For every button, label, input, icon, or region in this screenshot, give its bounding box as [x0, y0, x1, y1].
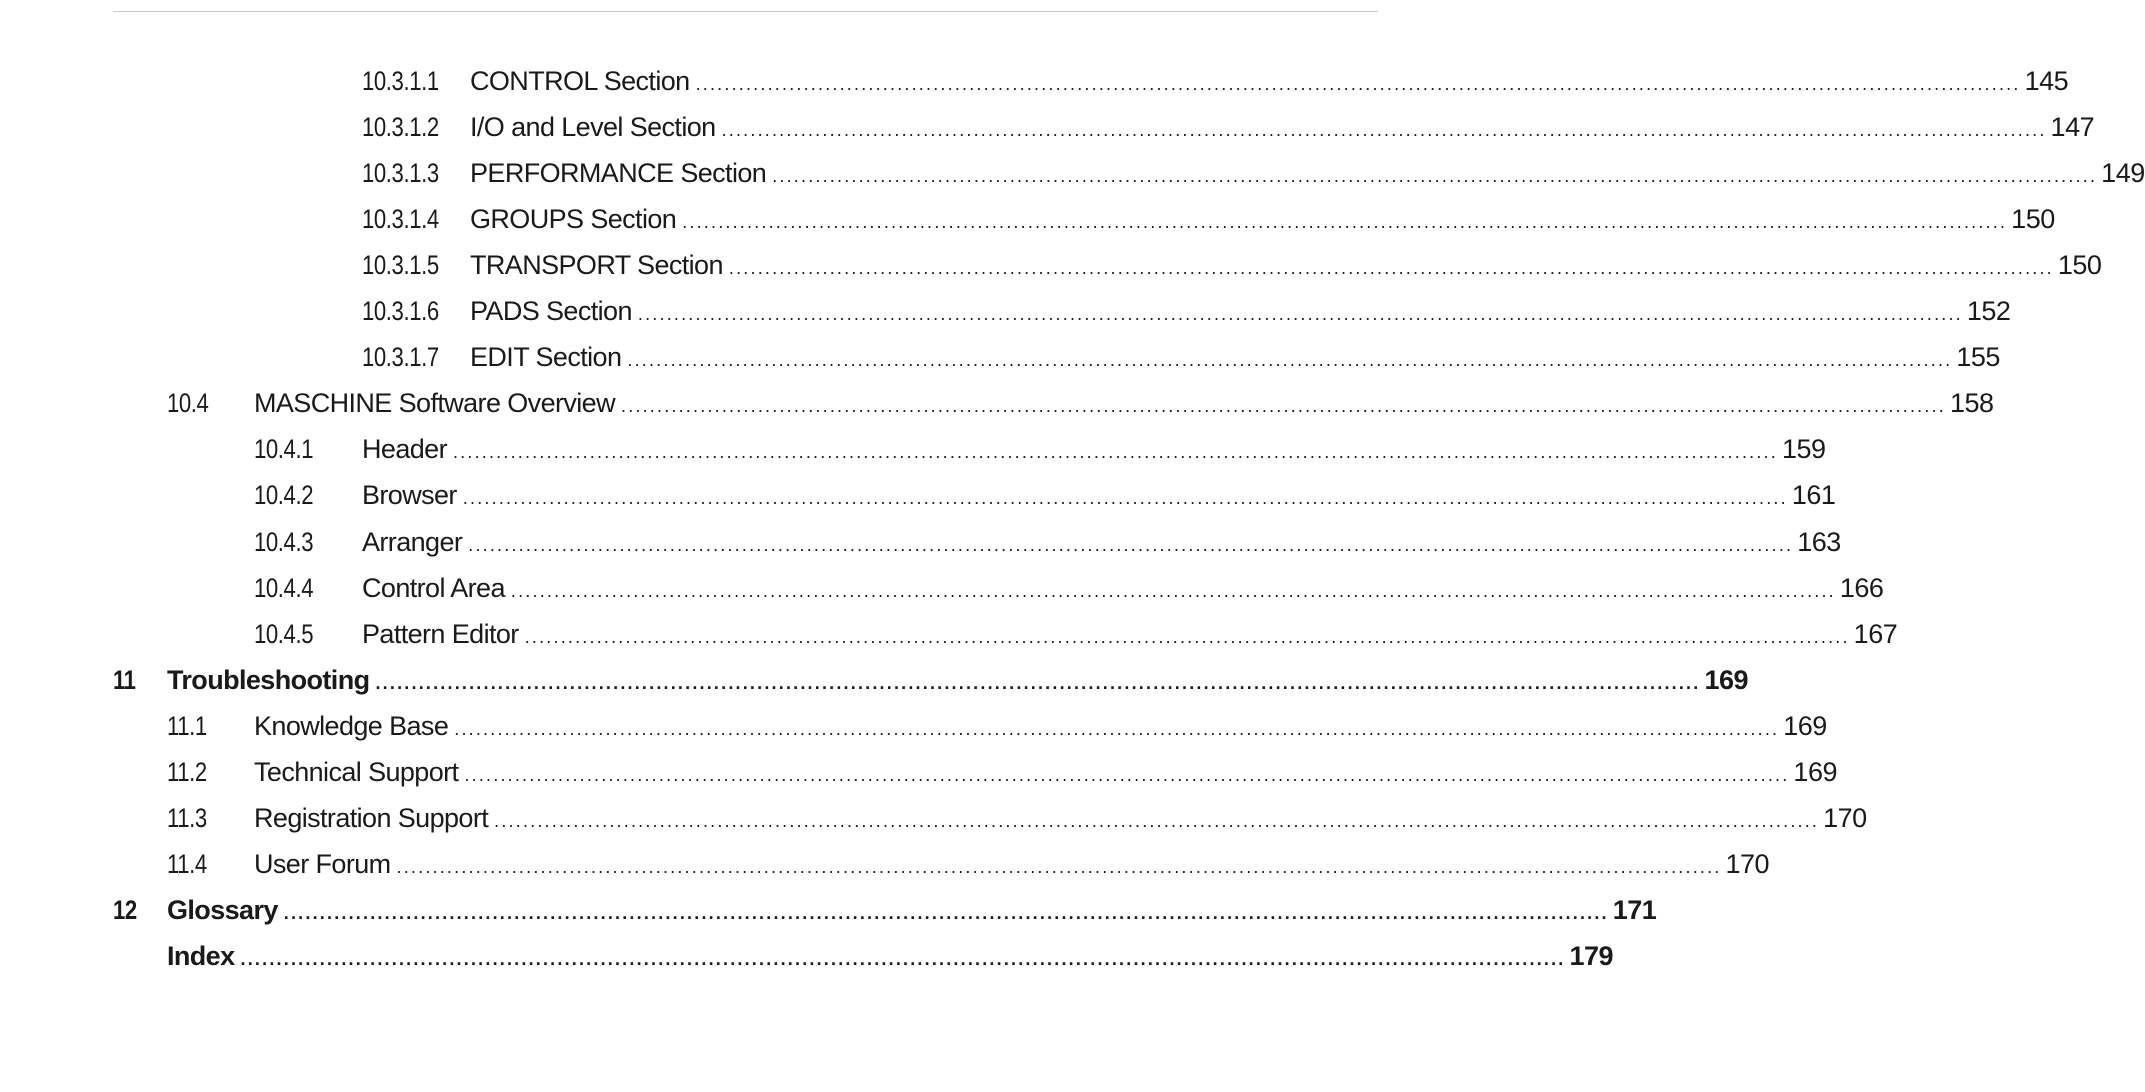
toc-entry[interactable] — [0, 334, 2000, 380]
toc-entry-number-text: 10.3.1.3 — [362, 158, 439, 189]
toc-entry-line — [254, 749, 1837, 798]
toc-entry-number-text: 12 — [113, 894, 137, 925]
toc-entry-page-number[interactable]: 167 — [1853, 618, 1898, 649]
toc-entry-number — [254, 611, 326, 657]
toc-entry-page-number[interactable]: 150 — [2057, 250, 2102, 281]
toc-entry-title[interactable]: TRANSPORT Section — [470, 250, 723, 281]
toc-entry[interactable] — [0, 380, 1994, 426]
toc-entry-number — [362, 104, 456, 150]
toc-entry[interactable] — [0, 749, 1837, 795]
toc-entry-title[interactable]: EDIT Section — [470, 342, 622, 373]
toc-entry-number-text: 10.4 — [167, 388, 209, 419]
toc-entry-title[interactable]: Index — [167, 940, 235, 971]
toc-entry-line — [362, 565, 1884, 614]
toc-entry-title[interactable]: Browser — [362, 480, 457, 511]
toc-dot-leader: ........................................................................................................................................................................................ — [721, 120, 2047, 141]
toc-entry-number-text: 11.4 — [167, 848, 207, 879]
toc-entry[interactable] — [0, 933, 1614, 979]
toc-entry-line — [470, 58, 2069, 107]
toc-entry-number-text: 11 — [113, 664, 136, 695]
toc-dot-leader: ........................................................................................................................................................................................ — [627, 350, 1953, 371]
toc-entry-number — [362, 334, 456, 380]
toc-entry[interactable] — [0, 841, 1770, 887]
toc-entry-line — [470, 242, 2102, 291]
page-top-rule — [113, 11, 1378, 12]
toc-entry[interactable] — [0, 196, 2055, 242]
toc-entry-title[interactable]: Control Area — [362, 572, 505, 603]
toc-entry-number-text: 11.1 — [167, 710, 207, 741]
toc-entry-line — [167, 933, 1614, 982]
toc-dot-leader: ........................................................................................................................................................................................ — [510, 580, 1836, 601]
toc-entry-number — [167, 703, 216, 749]
toc-entry-line — [254, 703, 1827, 752]
toc-entry-number — [254, 565, 326, 611]
toc-entry-title[interactable]: Arranger — [362, 526, 463, 557]
toc-entry-title[interactable]: CONTROL Section — [470, 66, 690, 96]
toc-entry-page-number[interactable]: 169 — [1704, 664, 1749, 695]
toc-dot-leader: ........................................................................................................................................................................................ — [695, 74, 2021, 94]
toc-entry-number-text: 10.4.4 — [254, 572, 314, 603]
toc-entry-line — [254, 841, 1770, 890]
toc-entry[interactable] — [0, 242, 2102, 288]
toc-entry-number — [362, 242, 456, 288]
toc-entry-title[interactable]: Knowledge Base — [254, 710, 449, 741]
toc-entry-line — [362, 611, 1898, 660]
toc-entry[interactable] — [0, 611, 1898, 657]
toc-entry[interactable] — [0, 104, 2095, 150]
toc-entry-line — [254, 795, 1867, 844]
toc-dot-leader: ........................................................................................................................................................................................ — [637, 304, 1963, 325]
toc-entry-number-text: 10.4.5 — [254, 618, 314, 649]
toc-entry-line — [362, 472, 1836, 521]
toc-entry-page-number[interactable]: 152 — [1966, 296, 2011, 327]
toc-entry-number-text: 10.3.1.7 — [362, 342, 439, 373]
toc-entry-number — [254, 426, 326, 472]
toc-entry-page-number[interactable]: 155 — [1956, 342, 2000, 373]
toc-dot-leader: ........................................................................................................................................................................................ — [464, 764, 1790, 785]
toc-entry-number — [362, 150, 456, 196]
toc-entry-title[interactable]: PERFORMANCE Section — [470, 158, 767, 189]
toc-entry-line — [470, 104, 2095, 153]
toc-entry-line — [470, 334, 2000, 383]
toc-entry-page-number[interactable]: 179 — [1569, 940, 1614, 971]
toc-entry-page-number[interactable]: 170 — [1823, 802, 1867, 833]
toc-entry-title[interactable]: Pattern Editor — [362, 618, 519, 649]
toc-entry[interactable] — [0, 58, 2069, 104]
toc-entry-title[interactable]: PADS Section — [470, 296, 632, 327]
toc-entry-title[interactable]: MASCHINE Software Overview — [254, 388, 615, 419]
toc-entry-line — [470, 196, 2055, 245]
toc-entry-number-text: 10.3.1.6 — [362, 296, 439, 327]
toc-dot-leader: ........................................................................................................................................................................................ — [468, 534, 1794, 555]
toc-entry-number-text: 10.3.1.4 — [362, 204, 439, 235]
toc-entry-line — [362, 426, 1826, 475]
toc-entry-number-text: 11.3 — [167, 802, 207, 833]
toc-entry-line — [254, 380, 1994, 429]
toc-entry-title[interactable]: GROUPS Section — [470, 204, 677, 235]
toc-entry-number — [362, 288, 456, 334]
toc-entry-page-number[interactable]: 166 — [1839, 572, 1884, 603]
toc-entry-title[interactable]: User Forum — [254, 848, 391, 879]
toc-entry[interactable] — [0, 565, 1884, 611]
toc-entry-number-text: 10.3.1.1 — [362, 66, 439, 96]
toc-entry-number-text: 10.3.1.2 — [362, 112, 439, 143]
toc-entry-line — [362, 519, 1841, 568]
toc-entry-number-text: 10.3.1.5 — [362, 250, 439, 281]
toc-entry-title[interactable]: Technical Support — [254, 756, 459, 787]
toc-dot-leader: ........................................................................................................................................................................................ — [375, 672, 1701, 693]
toc-entry-page-number[interactable]: 171 — [1612, 894, 1657, 925]
toc-entry-number — [362, 58, 456, 104]
toc-dot-leader: ........................................................................................................................................................................................ — [462, 488, 1788, 509]
toc-dot-leader: ........................................................................................................................................................................................ — [682, 212, 2008, 233]
toc-entry-page-number[interactable]: 158 — [1949, 388, 1994, 419]
toc-entry-number — [167, 749, 216, 795]
toc-dot-leader: ........................................................................................................................................................................................ — [283, 902, 1609, 923]
toc-entry-line — [470, 150, 2145, 199]
toc-entry[interactable] — [0, 795, 1867, 841]
toc-entry-number — [254, 519, 326, 565]
toc-entry[interactable] — [0, 426, 1826, 472]
toc-entry-line — [167, 887, 1657, 936]
toc-entry-number-text: 10.4.2 — [254, 480, 314, 511]
toc-entry-number — [113, 657, 141, 703]
toc-entry[interactable] — [0, 703, 1827, 749]
toc-dot-leader: ........................................................................................................................................................................................ — [452, 442, 1778, 463]
toc-entry-page-number[interactable]: 145 — [2024, 66, 2069, 96]
toc-entry-number — [167, 380, 218, 426]
toc-entry-page-number[interactable]: 150 — [2011, 204, 2055, 235]
toc-entry-page-number[interactable]: 169 — [1783, 710, 1827, 741]
toc-entry[interactable] — [0, 519, 1841, 565]
toc-entry-title[interactable]: Registration Support — [254, 802, 489, 833]
toc-entry-number-text: 10.4.1 — [254, 434, 314, 465]
toc-entry[interactable] — [0, 288, 2011, 334]
toc-entry-page-number[interactable]: 147 — [2050, 112, 2095, 143]
toc-dot-leader: ........................................................................................................................................................................................ — [240, 948, 1566, 969]
toc-entry-page-number[interactable]: 169 — [1793, 756, 1837, 787]
toc-dot-leader: ........................................................................................................................................................................................ — [728, 258, 2054, 279]
toc-entry-title[interactable]: Glossary — [167, 894, 278, 925]
toc-dot-leader: ........................................................................................................................................................................................ — [454, 718, 1780, 739]
toc-dot-leader: ........................................................................................................................................................................................ — [396, 856, 1722, 877]
toc-entry-number-text: 10.4.3 — [254, 526, 314, 557]
toc-dot-leader: ........................................................................................................................................................................................ — [621, 396, 1946, 417]
toc-entry[interactable] — [0, 472, 1836, 518]
toc-dot-leader: ........................................................................................................................................................................................ — [494, 810, 1820, 831]
toc-entry-page-number[interactable]: 161 — [1791, 480, 1836, 511]
toc-entry-page-number[interactable]: 159 — [1781, 434, 1826, 465]
toc-entry-line — [167, 657, 1749, 706]
toc-entry[interactable] — [0, 657, 1749, 703]
toc-entry-title[interactable]: Troubleshooting — [167, 664, 370, 695]
toc-entry-number-text: 11.2 — [167, 756, 207, 787]
toc-entry-page-number[interactable]: 163 — [1797, 526, 1841, 557]
toc-dot-leader: ........................................................................................................................................................................................ — [524, 626, 1850, 647]
toc-entry-number — [167, 795, 216, 841]
toc-entry-line — [470, 288, 2011, 337]
toc-entry-number — [167, 841, 216, 887]
toc-entry-title[interactable]: Header — [362, 434, 447, 465]
toc-entry-page-number[interactable]: 149 — [2101, 158, 2145, 189]
toc-entry-page-number[interactable]: 170 — [1725, 848, 1770, 879]
toc-dot-leader: ........................................................................................................................................................................................ — [772, 166, 2098, 187]
toc-entry-number — [113, 887, 142, 933]
toc-entry-number — [362, 196, 456, 242]
toc-entry-number — [254, 472, 326, 518]
toc-entry[interactable] — [0, 887, 1657, 933]
toc-entry[interactable] — [0, 150, 2145, 196]
toc-entry-title[interactable]: I/O and Level Section — [470, 112, 716, 143]
